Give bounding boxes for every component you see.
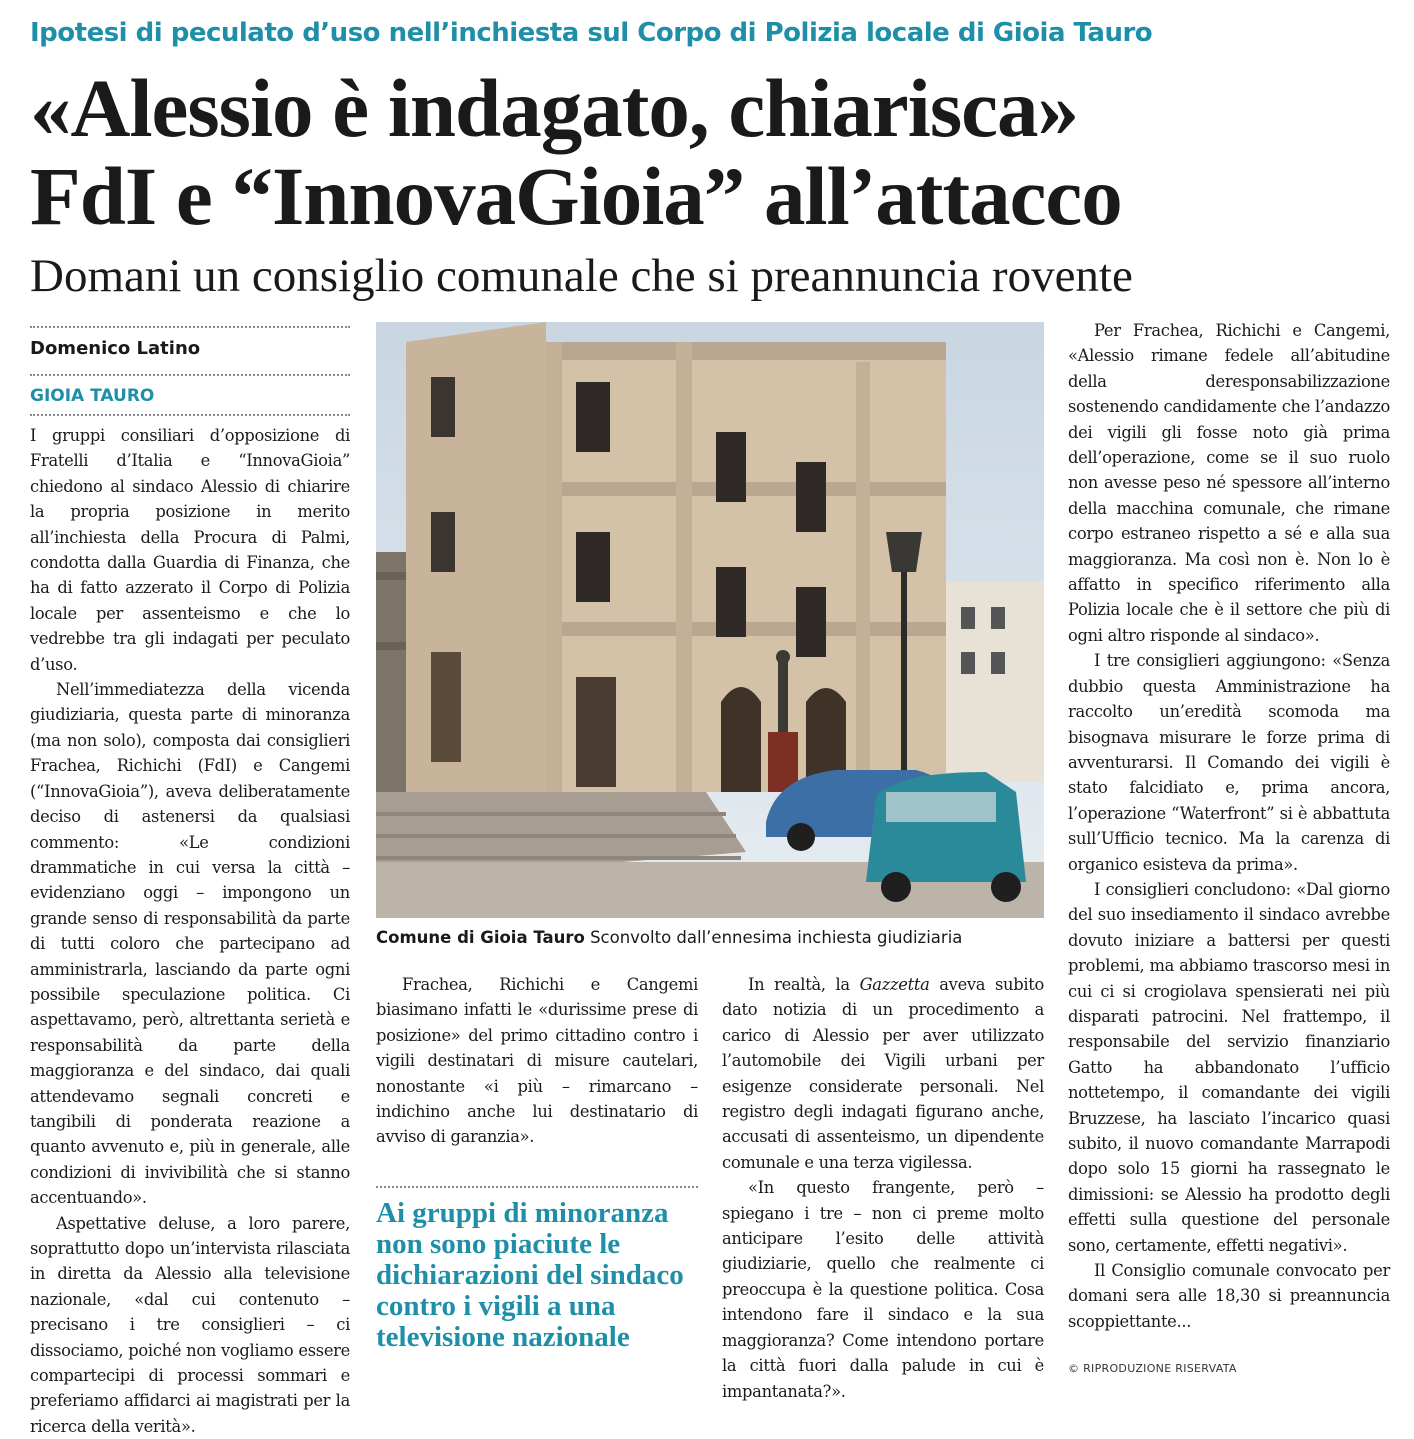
column-4 <box>1068 318 1390 1334</box>
photo-caption-bold: Comune di Gioia Tauro <box>376 928 585 947</box>
paragraph: Il Consiglio comunale convocato per domani sera alle 18,30 si preannuncia scoppiettante... <box>1068 1261 1390 1331</box>
paragraph-rest: aveva subito dato notizia di un procedimento a carico di Alessio per aver utilizzato l’automobile dei Vigili urbani per esigenze considerate personali. Nel registro degli indagati figurano anche, accusati di assenteismo, un dipendente comunale e una terza vigilessa. <box>722 975 1044 1172</box>
subheadline: Domani un consiglio comunale che si preannuncia rovente <box>30 250 1133 302</box>
byline-rule-bottom <box>30 414 350 416</box>
paragraph: Per Frachea, Richichi e Cangemi, «Alessio rimane fedele all’abitudine della deresponsabilizzazione sostenendo candidamente che l’andazzo dei vigili gli fosse noto già prima dell’operazione, come se il suo ruolo non avesse peso né spessore all’interno della macchina comunale, che rimane corpo estraneo rispetto a sé e alla sua maggioranza. Ma così non è. Non lo è affatto in specifico riferimento alla Polizia locale che è il settore che più di ogni altro risponde al sindaco». <box>1068 321 1390 645</box>
headline <box>30 64 1400 240</box>
paragraph <box>722 972 1044 1175</box>
copyright-notice: © RIPRODUZIONE RISERVATA <box>1068 1362 1237 1375</box>
paragraph: Frachea, Richichi e Cangemi biasimano infatti le «durissime prese di posizione» del primo cittadino contro i vigili destinatari di misure cautelari, nonostante «i più – rimarcano – indichino anche lui destinatario di avviso di garanzia». <box>376 975 698 1147</box>
paragraph: I tre consiglieri aggiungono: «Senza dubbio questa Amministrazione ha raccolto un’eredità scomoda ma bisognava misurare le forze prima di avventurarsi. Il Comando dei vigili è stato falcidiato e, prima ancora, l’operazione “Waterfront” si è abbattuta sull’Ufficio tecnico. Ma la carenza di organico esisteva da prima». <box>1068 651 1390 874</box>
kicker: Ipotesi di peculato d’uso nell’inchiesta sul Corpo di Polizia locale di Gioia Tauro <box>30 18 1153 48</box>
photo-caption <box>376 928 1044 947</box>
dateline: GIOIA TAURO <box>30 386 155 406</box>
town-hall-illustration <box>376 322 1044 918</box>
paragraph: I consiglieri concludono: «Dal giorno del suo insediamento il sindaco avrebbe dovuto iniziare a battersi per questi problemi, ma abbiamo trascorso mesi in cui ci si crogiolava spensierati nei più disparati patrocini. Nel frattempo, il responsabile del servizio finanziario Gatto ha abbandonato l’ufficio nottetempo, il comandante dei vigili Bruzzese, ha lasciato l’incarico quasi subito, il nuovo comandante Marrapodi dopo solo 15 giorni ha rassegnato le dimissioni: se Alessio ha prodotto degli effetti sulla questione del personale sono, certamente, effetti negativi». <box>1068 879 1390 1255</box>
column-1 <box>30 423 350 1439</box>
byline: Domenico Latino <box>30 338 201 359</box>
paragraph-intro: In realtà, la <box>748 975 860 994</box>
pull-quote-rule <box>376 1186 698 1188</box>
paragraph: Nell’immediatezza della vicenda giudiziaria, questa parte di minoranza (ma non solo), composta dai consiglieri Frachea, Richichi (FdI) e Cangemi (“InnovaGioia”), aveva deliberatamente deciso di astenersi da qualsiasi commento: «Le condizioni drammatiche in cui versa la città – evidenziano oggi – impongono un grande senso di responsabilità da parte di tutti coloro che partecipano ad amministrarla, lasciando da parte ogni possibile speculazione politica. Ci aspettavamo, però, altrettanta serietà e responsabilità da parte della maggioranza e del sindaco, dai quali attendevamo segnali concreti e tangibili di ponderata reazione a quanto avvenuto e, più in generale, alle condizioni di invivibilità che si stanno accentuando». <box>30 680 350 1208</box>
photo-caption-text: Sconvolto dall’ennesima inchiesta giudiziaria <box>584 928 963 947</box>
byline-rule-top <box>30 326 350 328</box>
pull-quote: Ai gruppi di minoranza non sono piaciute le dichiarazioni del sindaco contro i vigili a una televisione nazionale <box>376 1197 684 1353</box>
headline-line-2: FdI e “InnovaGioia” all’attacco <box>30 150 1122 242</box>
column-3 <box>722 972 1044 1404</box>
paragraph: Aspettative deluse, a loro parere, soprattutto dopo un’intervista rilasciata in diretta da Alessio alla televisione nazionale, «dal cui contenuto – precisano i tre consiglieri – ci dissociamo, poiché non vogliamo essere compartecipi di processi sommari e preferiamo affidarci ai magistrati per la ricerca della verità». <box>30 1213 350 1436</box>
newspaper-name: Gazzetta <box>859 975 930 994</box>
town-hall-photo <box>376 322 1044 918</box>
headline-line-1: «Alessio è indagato, chiarisca» <box>30 62 1078 154</box>
byline-rule-mid <box>30 374 350 376</box>
paragraph: I gruppi consiliari d’opposizione di Fratelli d’Italia e “InnovaGioia” chiedono al sindaco Alessio di chiarire la propria posizione in merito all’inchiesta della Procura di Palmi, condotta dalla Guardia di Finanza, che ha di fatto azzerato il Corpo di Polizia locale per assenteismo e che lo vedrebbe tra gli indagati per peculato d’uso. <box>30 426 350 674</box>
column-2 <box>376 972 698 1150</box>
paragraph: «In questo frangente, però – spiegano i tre – non ci preme molto anticipare l’esito delle attività giudiziarie, quello che realmente ci preoccupa è la questione politica. Cosa intendono fare il sindaco e la sua maggioranza? Come intendono portare la città fuori dalla palude in cui è impantanata?». <box>722 1178 1044 1401</box>
